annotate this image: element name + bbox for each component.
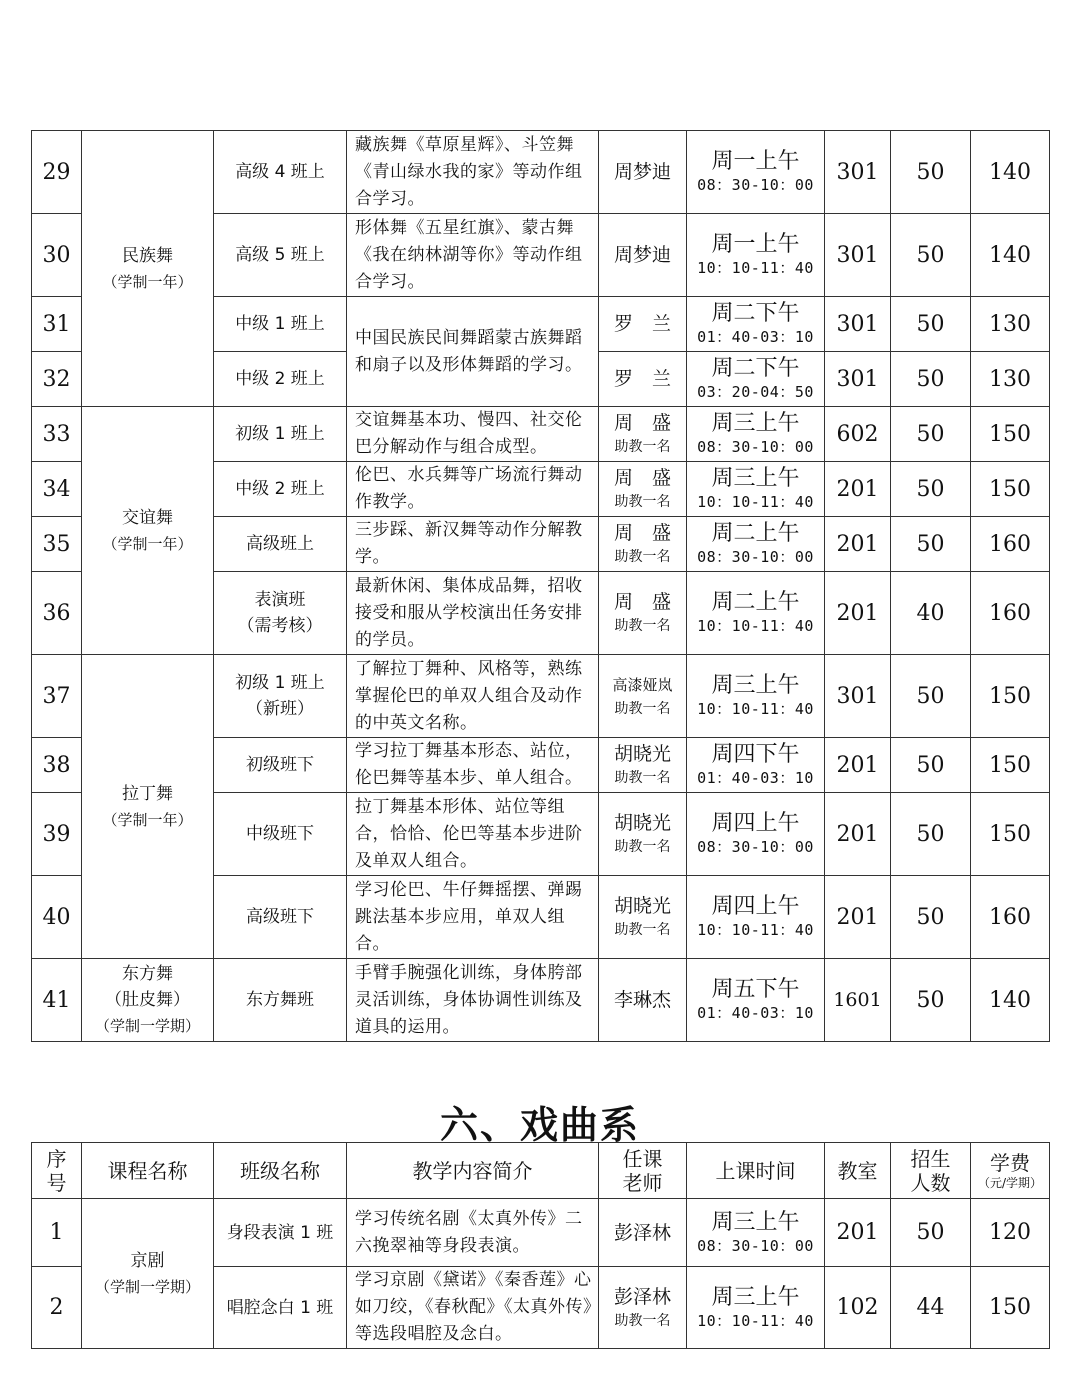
class-hours: 08：30-10：00	[697, 176, 814, 194]
header-seq: 序 号	[32, 1143, 82, 1199]
content-description: 手臂手腕强化训练，身体胯部灵活训练，身体协调性训练及道具的运用。	[347, 959, 599, 1042]
enrollment-quota: 50	[891, 352, 971, 407]
class-time	[687, 572, 825, 655]
class-hours: 01：40-03：10	[697, 328, 814, 346]
class-day: 周三上午	[711, 1284, 800, 1310]
classroom: 201	[825, 876, 891, 959]
tuition-fee: 150	[971, 1267, 1050, 1349]
content-description: 最新休闲、集体成品舞，招收接受和服从学校演出任务安排的学员。	[347, 572, 599, 655]
row-number: 35	[32, 517, 82, 572]
enrollment-quota: 50	[891, 297, 971, 352]
course-name	[82, 655, 214, 959]
class-time	[687, 131, 825, 214]
class-hours: 10：10-11：40	[697, 1311, 814, 1330]
teacher	[599, 517, 687, 572]
course-title: 民族舞	[122, 245, 173, 266]
class-name	[214, 876, 347, 959]
tuition-fee: 150	[971, 738, 1050, 793]
row-number: 30	[32, 214, 82, 297]
teacher-name: 罗 兰	[613, 313, 671, 335]
class-day: 周三上午	[711, 1209, 800, 1235]
enrollment-quota: 50	[891, 793, 971, 876]
course-duration: （学制一年）	[102, 810, 193, 829]
teacher	[599, 793, 687, 876]
row-number: 41	[32, 959, 82, 1042]
enrollment-quota: 50	[891, 876, 971, 959]
class-day: 周四上午	[711, 811, 800, 836]
row-number: 36	[32, 572, 82, 655]
class-hours: 03：20-04：50	[697, 383, 814, 401]
class-name-line: 东方舞班	[246, 990, 314, 1010]
course-name	[82, 959, 214, 1042]
enrollment-quota: 50	[891, 738, 971, 793]
table-row	[32, 959, 1050, 1042]
header-time: 上课时间	[687, 1143, 825, 1199]
tuition-fee: 150	[971, 655, 1050, 738]
class-name-line: 中级 1 班上	[235, 314, 325, 334]
enrollment-quota: 50	[891, 959, 971, 1042]
row-number: 29	[32, 131, 82, 214]
enrollment-quota: 50	[891, 131, 971, 214]
row-number: 38	[32, 738, 82, 793]
row-number: 39	[32, 793, 82, 876]
tuition-fee: 150	[971, 462, 1050, 517]
header-class: 班级名称	[214, 1143, 347, 1199]
class-hours: 10：10-11：40	[697, 700, 814, 718]
table-header-row	[32, 1143, 1050, 1199]
course-title: 拉丁舞	[122, 783, 173, 804]
enrollment-quota: 50	[891, 214, 971, 297]
teacher	[599, 214, 687, 297]
opera-course-table	[31, 1142, 1050, 1349]
row-number: 1	[32, 1199, 82, 1267]
teacher-name: 胡晓光	[613, 812, 671, 834]
content-description: 伦巴、水兵舞等广场流行舞动作教学。	[347, 462, 599, 517]
class-day: 周三上午	[711, 673, 800, 698]
teacher	[599, 131, 687, 214]
content-description: 拉丁舞基本形体、站位等组合，恰恰、伦巴等基本步进阶及单双人组合。	[347, 793, 599, 876]
content-description: 交谊舞基本功、慢四、社交伦巴分解动作与组合成型。	[347, 407, 599, 462]
classroom: 301	[825, 352, 891, 407]
class-time	[687, 352, 825, 407]
row-number: 40	[32, 876, 82, 959]
table-row	[32, 1199, 1050, 1267]
table-row	[32, 407, 1050, 462]
course-duration: （学制一年）	[102, 534, 193, 553]
class-name-line: （需考核）	[237, 616, 323, 636]
class-name-line: 高级班下	[246, 907, 314, 927]
teacher	[599, 572, 687, 655]
class-name-line: 高级班上	[246, 534, 314, 554]
header-room: 教室	[825, 1143, 891, 1199]
course-name	[82, 407, 214, 655]
class-hours: 08：30-10：00	[697, 548, 814, 566]
course-duration: （学制一年）	[102, 272, 193, 291]
class-name	[214, 407, 347, 462]
class-name	[214, 131, 347, 214]
row-number: 31	[32, 297, 82, 352]
content-description: 了解拉丁舞种、风格等，熟练掌握伦巴的单双人组合及动作的中英文名称。	[347, 655, 599, 738]
classroom: 602	[825, 407, 891, 462]
content-description: 学习传统名剧《太真外传》二六挽翠袖等身段表演。	[347, 1199, 599, 1267]
class-name-line: 中级班下	[246, 824, 314, 844]
class-name-line: 初级 1 班上	[235, 424, 325, 444]
assistant-note: 助教一名	[614, 439, 671, 455]
tuition-fee: 130	[971, 352, 1050, 407]
class-hours: 08：30-10：00	[697, 838, 814, 856]
assistant-note: 助教一名	[614, 701, 671, 717]
tuition-fee: 140	[971, 959, 1050, 1042]
assistant-note: 助教一名	[614, 839, 671, 855]
class-day: 周二上午	[711, 521, 800, 546]
teacher-name: 周梦迪	[613, 161, 671, 183]
class-name-line: 中级 2 班上	[235, 479, 325, 499]
enrollment-quota: 40	[891, 572, 971, 655]
class-name	[214, 738, 347, 793]
teacher	[599, 1267, 687, 1349]
content-description: 形体舞《五星红旗》、蒙古舞《我在纳林湖等你》等动作组合学习。	[347, 214, 599, 297]
course-title: 交谊舞	[122, 507, 173, 528]
row-number: 2	[32, 1267, 82, 1349]
content-description: 三步踩、新汉舞等动作分解教学。	[347, 517, 599, 572]
teacher-name: 胡晓光	[613, 743, 671, 765]
tuition-fee: 120	[971, 1199, 1050, 1267]
class-name	[214, 297, 347, 352]
enrollment-quota: 50	[891, 655, 971, 738]
class-name	[214, 793, 347, 876]
class-name-line: 唱腔念白 1 班	[226, 1297, 334, 1318]
class-hours: 10：10-11：40	[697, 493, 814, 511]
teacher-name: 周 盛	[613, 412, 671, 434]
assistant-note: 助教一名	[614, 618, 671, 634]
class-name-line: 初级班下	[246, 755, 314, 775]
class-time	[687, 738, 825, 793]
header-fee: 学费 （元/学期）	[971, 1143, 1050, 1199]
assistant-note: 助教一名	[614, 770, 671, 786]
course-duration: （学制一学期）	[94, 1277, 200, 1296]
tuition-fee: 160	[971, 876, 1050, 959]
teacher-name: 周 盛	[613, 522, 671, 544]
class-name-line: 初级 1 班上	[235, 673, 325, 693]
course-name	[82, 131, 214, 407]
class-name	[214, 214, 347, 297]
teacher	[599, 352, 687, 407]
tuition-fee: 160	[971, 517, 1050, 572]
classroom: 201	[825, 738, 891, 793]
enrollment-quota: 44	[891, 1267, 971, 1349]
header-teacher: 任课 老师	[599, 1143, 687, 1199]
teacher-name: 彭泽林	[613, 1285, 671, 1308]
header-quota: 招生 人数	[891, 1143, 971, 1199]
class-time	[687, 1199, 825, 1267]
dance-course-table	[31, 130, 1050, 1042]
tuition-fee: 130	[971, 297, 1050, 352]
course-alias: （肚皮舞）	[105, 990, 190, 1010]
assistant-note: 助教一名	[614, 1312, 671, 1329]
teacher	[599, 1199, 687, 1267]
class-time	[687, 517, 825, 572]
class-time	[687, 462, 825, 517]
enrollment-quota: 50	[891, 462, 971, 517]
class-day: 周二上午	[711, 590, 800, 615]
classroom: 301	[825, 297, 891, 352]
classroom: 201	[825, 572, 891, 655]
class-hours: 10：10-11：40	[697, 259, 814, 277]
assistant-note: 助教一名	[614, 494, 671, 510]
class-name-line: （新班）	[246, 699, 314, 719]
class-time	[687, 407, 825, 462]
course-title: 东方舞	[122, 964, 173, 984]
content-description: 学习伦巴、牛仔舞摇摆、弹踢跳法基本步应用，单双人组合。	[347, 876, 599, 959]
teacher	[599, 297, 687, 352]
classroom: 1601	[825, 959, 891, 1042]
classroom: 301	[825, 655, 891, 738]
class-name-line: 中级 2 班上	[235, 369, 325, 389]
content-description: 中国民族民间舞蹈蒙古族舞蹈和扇子以及形体舞蹈的学习。	[347, 297, 599, 407]
enrollment-quota: 50	[891, 517, 971, 572]
class-time	[687, 959, 825, 1042]
teacher-name: 彭泽林	[613, 1221, 671, 1244]
teacher-name: 周 盛	[613, 591, 671, 613]
class-hours: 08：30-10：00	[697, 438, 814, 456]
row-number: 34	[32, 462, 82, 517]
enrollment-quota: 50	[891, 407, 971, 462]
class-hours: 08：30-10：00	[697, 1236, 814, 1255]
header-desc: 教学内容简介	[347, 1143, 599, 1199]
row-number: 32	[32, 352, 82, 407]
classroom: 301	[825, 214, 891, 297]
class-day: 周三上午	[711, 466, 800, 491]
class-day: 周三上午	[711, 411, 800, 436]
classroom: 102	[825, 1267, 891, 1349]
class-day: 周五下午	[711, 977, 800, 1002]
class-hours: 01：40-03：10	[697, 1004, 814, 1022]
class-hours: 10：10-11：40	[697, 617, 814, 635]
class-name	[214, 517, 347, 572]
classroom: 201	[825, 793, 891, 876]
class-day: 周四下午	[711, 742, 800, 767]
class-day: 周一上午	[711, 149, 800, 174]
class-name	[214, 1267, 347, 1349]
class-hours: 01：40-03：10	[697, 769, 814, 787]
teacher-name: 高漆娅岚	[612, 676, 673, 694]
teacher	[599, 876, 687, 959]
class-time	[687, 214, 825, 297]
class-name-line: 高级 4 班上	[235, 162, 325, 182]
class-day: 周二下午	[711, 356, 800, 381]
class-name	[214, 572, 347, 655]
teacher	[599, 959, 687, 1042]
class-time	[687, 655, 825, 738]
class-time	[687, 793, 825, 876]
row-number: 33	[32, 407, 82, 462]
class-day: 周一上午	[711, 232, 800, 257]
assistant-note: 助教一名	[614, 549, 671, 565]
teacher-name: 罗 兰	[613, 368, 671, 390]
classroom: 201	[825, 1199, 891, 1267]
table-row	[32, 131, 1050, 214]
teacher	[599, 738, 687, 793]
class-hours: 10：10-11：40	[697, 921, 814, 939]
class-name	[214, 655, 347, 738]
class-name-line: 高级 5 班上	[235, 245, 325, 265]
teacher	[599, 655, 687, 738]
enrollment-quota: 50	[891, 1199, 971, 1267]
tuition-fee: 140	[971, 131, 1050, 214]
class-day: 周二下午	[711, 301, 800, 326]
course-duration: （学制一学期）	[94, 1017, 200, 1035]
class-name	[214, 352, 347, 407]
assistant-note: 助教一名	[614, 922, 671, 938]
content-description: 学习京剧《黛诺》《秦香莲》心如刀绞，《春秋配》《太真外传》等选段唱腔及念白。	[347, 1267, 599, 1349]
teacher-name: 周 盛	[613, 467, 671, 489]
header-course: 课程名称	[82, 1143, 214, 1199]
class-name-line: 身段表演 1 班	[226, 1222, 334, 1243]
class-time	[687, 876, 825, 959]
tuition-fee: 150	[971, 793, 1050, 876]
tuition-fee: 160	[971, 572, 1050, 655]
teacher	[599, 462, 687, 517]
teacher-name: 胡晓光	[613, 895, 671, 917]
table-row	[32, 655, 1050, 738]
content-description: 学习拉丁舞基本形态、站位，伦巴舞等基本步、单人组合。	[347, 738, 599, 793]
content-description: 藏族舞《草原星辉》、斗笠舞《青山绿水我的家》等动作组合学习。	[347, 131, 599, 214]
class-name-line: 表演班	[254, 590, 306, 610]
classroom: 201	[825, 462, 891, 517]
section-title: 六、戏曲系	[439, 1102, 640, 1147]
class-name	[214, 959, 347, 1042]
class-day: 周四上午	[711, 894, 800, 919]
class-time	[687, 297, 825, 352]
row-number: 37	[32, 655, 82, 738]
class-time	[687, 1267, 825, 1349]
classroom: 201	[825, 517, 891, 572]
class-name	[214, 462, 347, 517]
teacher-name: 周梦迪	[613, 244, 671, 266]
tuition-fee: 150	[971, 407, 1050, 462]
class-name	[214, 1199, 347, 1267]
teacher	[599, 407, 687, 462]
classroom: 301	[825, 131, 891, 214]
tuition-fee: 140	[971, 214, 1050, 297]
teacher-name: 李琳杰	[613, 989, 671, 1011]
course-name	[82, 1199, 214, 1349]
course-title: 京剧	[130, 1250, 165, 1271]
